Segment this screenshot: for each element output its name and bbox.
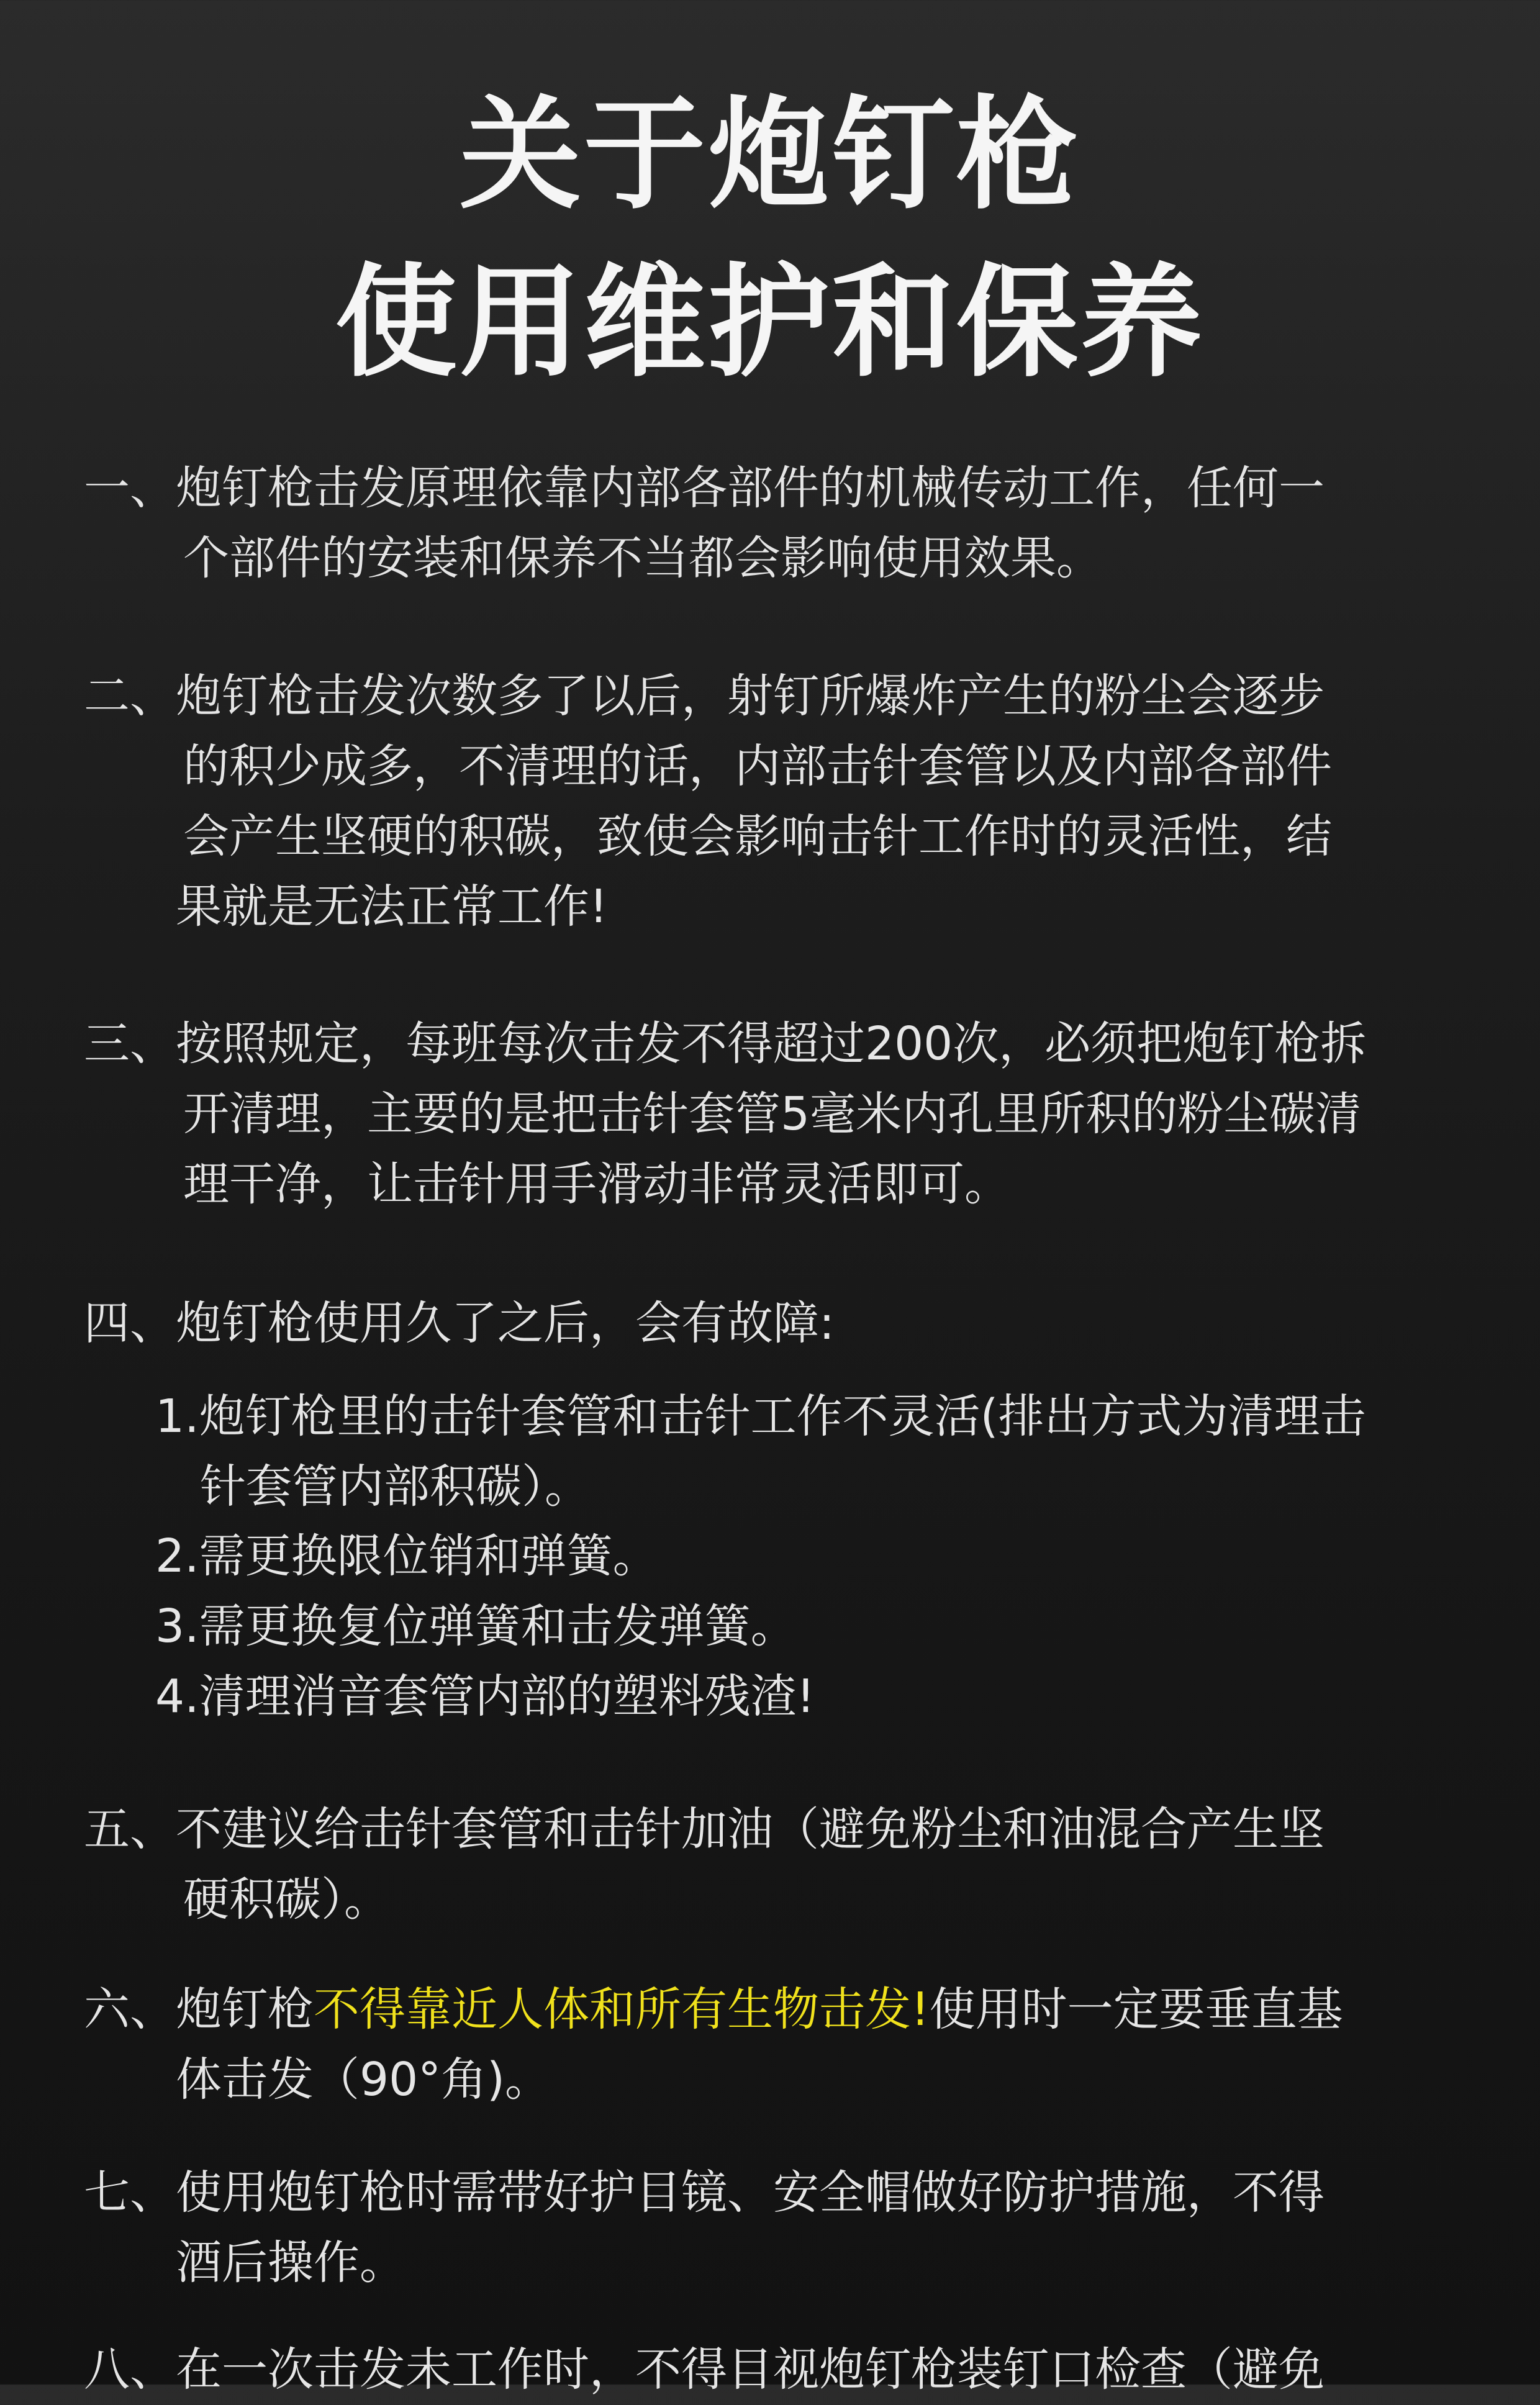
- paragraph-2-line-4: 果就是无法正常工作!: [176, 880, 608, 933]
- paragraph-6-line-1: [84, 1975, 1462, 2045]
- paragraph-2-line-1: 二、炮钉枪击发次数多了以后，射钉所爆炸产生的粉尘会逐步: [84, 669, 1325, 723]
- fault-item-4: [155, 1662, 1472, 1732]
- paragraph-1: [84, 453, 1462, 594]
- paragraph-1-line-2: 个部件的安装和保养不当都会影响使用效果。: [183, 532, 1102, 585]
- paragraph-6-line-1-start: 六、炮钉枪: [84, 1983, 314, 2036]
- paragraph-6-line-2: 体击发（90°角)。: [176, 2053, 551, 2106]
- page-title-line-1: 关于炮钉枪: [459, 84, 1080, 226]
- paragraph-4-line-1: 四、炮钉枪使用久了之后，会有故障:: [84, 1297, 835, 1350]
- paragraph-7-line-1: 七、使用炮钉枪时需带好护目镜、安全帽做好防护措施，不得: [84, 2166, 1325, 2219]
- fault-item-3: [155, 1592, 1472, 1662]
- fault-item-3-line-1: 3.需更换复位弹簧和击发弹簧。: [155, 1600, 797, 1653]
- fault-item-1-line-1: 1.炮钉枪里的击针套管和击针工作不灵活(排出方式为清理击: [155, 1390, 1366, 1443]
- fault-item-4-line-1: 4.清理消音套管内部的塑料残渣!: [155, 1670, 815, 1723]
- paragraph-3-line-1: 三、按照规定，每班每次击发不得超过200次，必须把炮钉枪拆: [84, 1017, 1367, 1071]
- paragraph-6-line-1-end: 使用时一定要垂直基: [929, 1983, 1343, 2036]
- page-title-line-2: 使用维护和保养: [335, 252, 1205, 394]
- paragraph-4: [84, 1289, 1462, 1359]
- paragraph-7: [84, 2158, 1462, 2298]
- paragraph-2: [84, 661, 1462, 942]
- warning-highlight: 不得靠近人体和所有生物击发!: [314, 1983, 930, 2036]
- paragraph-5: [84, 1795, 1462, 1935]
- paragraph-8: [84, 2335, 1462, 2405]
- paragraph-3-line-2: 开清理，主要的是把击针套管5毫米内孔里所积的粉尘碳清: [183, 1087, 1362, 1141]
- paragraph-3: [84, 1009, 1462, 1220]
- paragraph-2-line-2: 的积少成多，不清理的话，内部击针套管以及内部各部件: [183, 740, 1332, 793]
- paragraph-7-line-2: 酒后操作。: [176, 2236, 405, 2290]
- fault-item-1-line-2: 针套管内部积碳）。: [200, 1460, 591, 1513]
- paragraph-5-line-1: 五、不建议给击针套管和击针加油（避免粉尘和油混合产生坚: [84, 1803, 1325, 1856]
- paragraph-3-line-3: 理干净，让击针用手滑动非常灵活即可。: [183, 1157, 1010, 1211]
- paragraph-8-line-1: 八、在一次击发未工作时，不得目视炮钉枪装钉口检查（避免: [84, 2343, 1325, 2396]
- paragraph-6: [84, 1975, 1462, 2115]
- paragraph-5-line-2: 硬积碳）。: [183, 1873, 390, 1926]
- paragraph-2-line-3: 会产生坚硬的积碳，致使会影响击针工作时的灵活性，结: [183, 810, 1332, 863]
- fault-item-1: [155, 1382, 1472, 1522]
- paragraph-1-line-1: 一、炮钉枪击发原理依靠内部各部件的机械传动工作，任何一: [84, 461, 1325, 515]
- fault-item-2: [155, 1521, 1472, 1592]
- fault-item-2-line-1: 2.需更换限位销和弹簧。: [155, 1529, 659, 1583]
